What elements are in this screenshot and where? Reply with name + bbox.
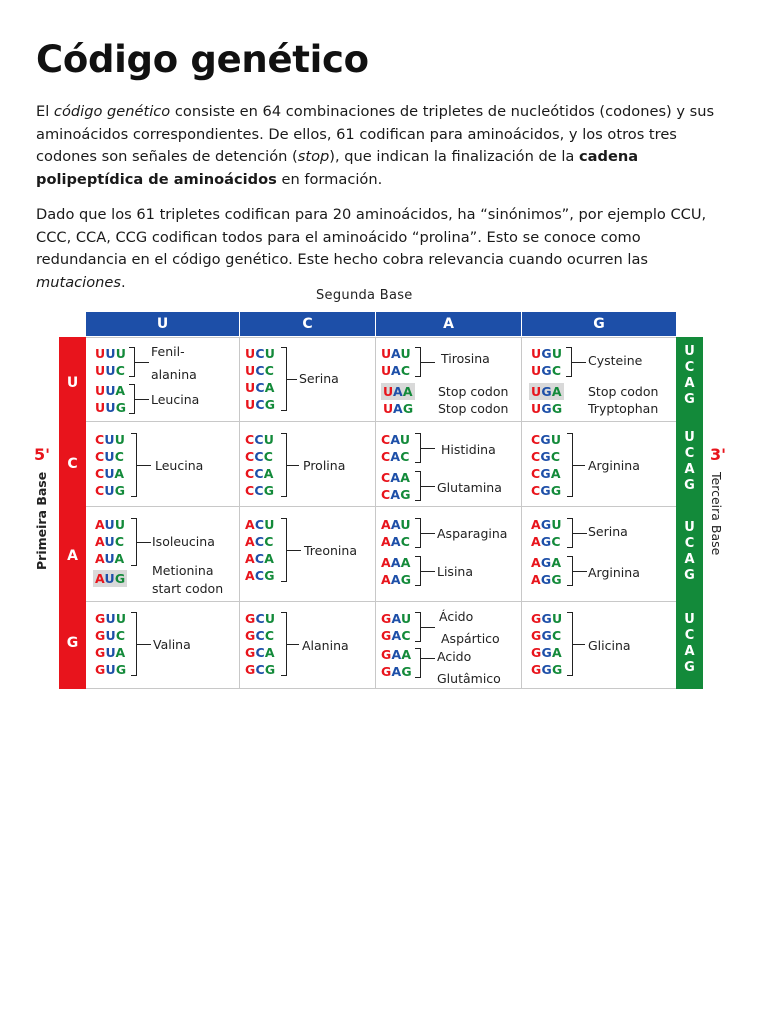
amino-acid-label: Leucina	[151, 392, 200, 407]
codon-group	[381, 469, 411, 503]
codon-group	[531, 554, 562, 588]
third-letter: A	[684, 376, 695, 391]
text-run: El	[36, 103, 54, 120]
third-letter: A	[684, 644, 695, 659]
grid-line	[86, 688, 676, 689]
brace-tick	[421, 627, 435, 628]
codon-group	[95, 516, 125, 567]
grid-line	[86, 506, 676, 507]
amino-acid-label: Glicina	[588, 638, 631, 653]
codon-uca: UCA	[245, 380, 275, 395]
amino-acid-label: Leucina	[155, 458, 204, 473]
codon-group	[531, 516, 562, 550]
codon-uuc: UUC	[95, 363, 126, 378]
third-base-letters	[676, 344, 703, 408]
codon-uaa: UAA	[383, 384, 413, 399]
codon-agg: AGG	[531, 572, 562, 587]
codon-uac: UAC	[381, 363, 411, 378]
codon-group	[381, 646, 412, 680]
column-header-c: C	[240, 312, 375, 336]
codon-gca: GCA	[245, 645, 275, 660]
codon-cau: CAU	[381, 432, 411, 447]
codon-ucc: UCC	[245, 363, 275, 378]
codon-group	[381, 516, 411, 550]
amino-acid-label: alanina	[151, 367, 197, 382]
codon-acu: ACU	[245, 517, 275, 532]
third-letter: A	[684, 552, 695, 567]
codon-group	[245, 431, 274, 499]
codon-auu: AUU	[95, 517, 126, 532]
amino-acid-label: Treonina	[304, 543, 357, 558]
third-letter: G	[684, 392, 695, 407]
brace-tick	[572, 362, 586, 363]
codon-gag: GAG	[381, 664, 412, 679]
amino-acid-label: Asparagina	[437, 526, 508, 541]
brace-tick	[421, 448, 435, 449]
amino-acid-label: Serina	[588, 524, 628, 539]
amino-acid-label: Ácido	[439, 609, 474, 624]
third-letter: C	[684, 446, 695, 461]
grid-line	[521, 337, 522, 689]
amino-acid-label: Valina	[153, 637, 191, 652]
codon-cac: CAC	[381, 449, 410, 464]
codon-group	[531, 345, 562, 379]
row-header-u: U	[66, 375, 79, 391]
amino-acid-label: Serina	[299, 371, 339, 386]
brace-tick	[287, 550, 301, 551]
codon-aaa: AAA	[381, 555, 411, 570]
amino-acid-label: Aspártico	[441, 631, 500, 646]
codon-uua: UUA	[95, 383, 126, 398]
amino-acid-label: Stop codon	[438, 384, 509, 399]
codon-group	[95, 345, 126, 379]
amino-acid-label: Glutâmico	[437, 671, 501, 686]
codon-gac: GAC	[381, 628, 411, 643]
five-prime-label: 5'	[34, 445, 51, 464]
amino-acid-label: Prolina	[303, 458, 346, 473]
codon-gcg: GCG	[245, 662, 276, 677]
page-title: Código genético	[36, 38, 369, 81]
third-base-letters	[676, 520, 703, 584]
amino-acid-label: Acido	[437, 649, 472, 664]
codon-aca: ACA	[245, 551, 275, 566]
codon-uag: UAG	[383, 401, 414, 416]
codon-ggu: GGU	[531, 611, 563, 626]
codon-aua: AUA	[95, 551, 125, 566]
amino-acid-label: Fenil-	[151, 344, 185, 359]
brace-tick	[421, 533, 435, 534]
codon-aac: AAC	[381, 534, 411, 549]
brace-tick	[421, 658, 435, 659]
third-base-label: Terceira Base	[709, 472, 724, 556]
amino-acid-label: Stop codon	[588, 384, 659, 399]
codon-caa: CAA	[381, 470, 411, 485]
amino-acid-label: start codon	[152, 581, 224, 596]
column-header-a: A	[376, 312, 521, 336]
brace-tick	[137, 542, 151, 543]
codon-group	[95, 610, 126, 678]
amino-acid-label: Alanina	[302, 638, 349, 653]
amino-acid-label: Tirosina	[441, 351, 490, 366]
column-header-g: G	[522, 312, 676, 336]
codon-auc: AUC	[95, 534, 125, 549]
codon-ugu: UGU	[531, 346, 563, 361]
codon-acg: ACG	[245, 568, 275, 583]
codon-ucg: UCG	[245, 397, 276, 412]
codon-cuc: CUC	[95, 449, 125, 464]
brace-tick	[287, 465, 299, 466]
amino-acid-label: Histidina	[441, 442, 496, 457]
text-run: consiste en 64 combinaciones de tripletes de nucleótidos (codones) y sus aminoácidos correspondientes. De ellos, 61 codifican para aminoácidos, y los otros tres codones son señales de detención (	[36, 103, 715, 166]
codon-uga: UGA	[531, 384, 562, 399]
codon-cua: CUA	[95, 466, 125, 481]
codon-gua: GUA	[95, 645, 126, 660]
third-letter: U	[684, 344, 695, 359]
codon-cag: CAG	[381, 487, 411, 502]
third-letter: A	[684, 462, 695, 477]
grid-line	[86, 421, 676, 422]
codon-ugc: UGC	[531, 363, 562, 378]
codon-cga: CGA	[531, 466, 561, 481]
brace-tick	[137, 465, 151, 466]
text-run: .	[120, 273, 126, 291]
brace-tick	[573, 644, 585, 645]
codon-ccc: CCC	[245, 449, 274, 464]
amino-acid-label: Tryptophan	[588, 401, 659, 416]
amino-acid-label: Lisina	[437, 564, 474, 579]
codon-agu: AGU	[531, 517, 562, 532]
third-base-letters	[676, 612, 703, 676]
codon-cuu: CUU	[95, 432, 126, 447]
grid-line	[86, 337, 676, 338]
third-letter: U	[684, 430, 695, 445]
codon-gcc: GCC	[245, 628, 275, 643]
brace-tick	[421, 486, 435, 487]
codon-cgu: CGU	[531, 432, 562, 447]
codon-aag: AAG	[381, 572, 412, 587]
codon-ugg: UGG	[531, 401, 563, 416]
row-header-g: G	[66, 635, 79, 651]
grid-line	[86, 601, 676, 602]
codon-uau: UAU	[381, 346, 411, 361]
codon-agc: AGC	[531, 534, 561, 549]
codon-group	[245, 345, 275, 413]
codon-ggc: GGC	[531, 628, 562, 643]
amino-acid-label: Arginina	[588, 565, 640, 580]
third-letter: G	[684, 478, 695, 493]
brace-tick	[135, 362, 149, 363]
codon-gcu: GCU	[245, 611, 276, 626]
third-letter: C	[684, 536, 695, 551]
amino-acid-label: Isoleucina	[152, 534, 215, 549]
codon-acc: ACC	[245, 534, 274, 549]
brace-tick	[421, 571, 435, 572]
third-letter: G	[684, 660, 695, 675]
row-header-a: A	[67, 548, 78, 564]
codon-cgc: CGC	[531, 449, 561, 464]
third-letter: U	[684, 612, 695, 627]
text-run: ), que indican la finalización de la	[329, 148, 580, 166]
text-run: en formación.	[276, 170, 383, 188]
third-letter: G	[684, 568, 695, 583]
codon-group	[381, 554, 411, 588]
genetic-code-table	[0, 280, 768, 700]
codon-ucu: UCU	[245, 346, 276, 361]
second-base-title: Segunda Base	[316, 288, 413, 303]
brace-tick	[421, 362, 435, 363]
codon-guu: GUU	[95, 611, 127, 626]
brace-tick	[573, 533, 587, 534]
codon-guc: GUC	[95, 628, 126, 643]
third-letter: U	[684, 520, 695, 535]
column-header-u: U	[86, 312, 239, 336]
codon-ccg: CCG	[245, 483, 275, 498]
brace-tick	[137, 644, 151, 645]
amino-acid-label: Metionina	[152, 563, 214, 578]
third-letter: C	[684, 360, 695, 375]
codon-ggg: GGG	[531, 662, 563, 677]
amino-acid-label: Arginina	[588, 458, 640, 473]
brace-tick	[573, 571, 587, 572]
text-run: Dado que los 61 tripletes codifican para 20 aminoácidos, ha “sinónimos”, por ejemplo CCU, CCC, CCA, CCG codifican todos para el aminoácido “prolina”. Esto se conoce como redundancia en el código genético. Este hecho cobra relevancia cuando ocurren las	[36, 206, 707, 269]
codon-gau: GAU	[381, 611, 412, 626]
codon-gug: GUG	[95, 662, 127, 677]
bold-cadena-polipeptidica: cadena polipeptídica de aminoácidos	[36, 148, 639, 188]
codon-gga: GGA	[531, 645, 562, 660]
codon-ccu: CCU	[245, 432, 275, 447]
emphasis-codigo-genetico: código genético	[53, 103, 171, 120]
codon-group	[245, 610, 275, 678]
brace-tick	[135, 399, 149, 400]
brace-tick	[573, 465, 585, 466]
codon-cug: CUG	[95, 483, 126, 498]
codon-aau: AAU	[381, 517, 411, 532]
codon-group	[95, 382, 126, 416]
three-prime-label: 3'	[710, 445, 727, 464]
codon-uug: UUG	[95, 400, 127, 415]
codon-group	[531, 610, 562, 678]
codon-group	[531, 431, 561, 499]
codon-group	[95, 431, 125, 499]
codon-cgg: CGG	[531, 483, 562, 498]
amino-acid-label: Glutamina	[437, 480, 502, 495]
grid-line	[375, 337, 376, 689]
emphasis-stop: stop	[297, 148, 330, 166]
amino-acid-label: Stop codon	[438, 401, 509, 416]
paragraph-genetic-code	[36, 101, 736, 191]
third-letter: C	[684, 628, 695, 643]
codon-group	[381, 345, 411, 379]
codon-gaa: GAA	[381, 647, 412, 662]
row-header-c: C	[67, 456, 78, 472]
codon-group	[245, 516, 275, 584]
codon-uuu: UUU	[95, 346, 127, 361]
amino-acid-label: Cysteine	[588, 353, 643, 368]
emphasis-mutaciones: mutaciones	[36, 273, 121, 291]
codon-group	[381, 431, 410, 465]
brace	[415, 648, 421, 678]
codon-cca: CCA	[245, 466, 274, 481]
brace-tick	[287, 644, 299, 645]
codon-aga: AGA	[531, 555, 562, 570]
brace-tick	[287, 379, 297, 380]
third-base-letters	[676, 430, 703, 494]
codon-group	[381, 610, 411, 644]
codon-aug: AUG	[95, 571, 126, 586]
first-base-label: Primeira Base	[34, 471, 49, 570]
grid-line	[239, 337, 240, 689]
